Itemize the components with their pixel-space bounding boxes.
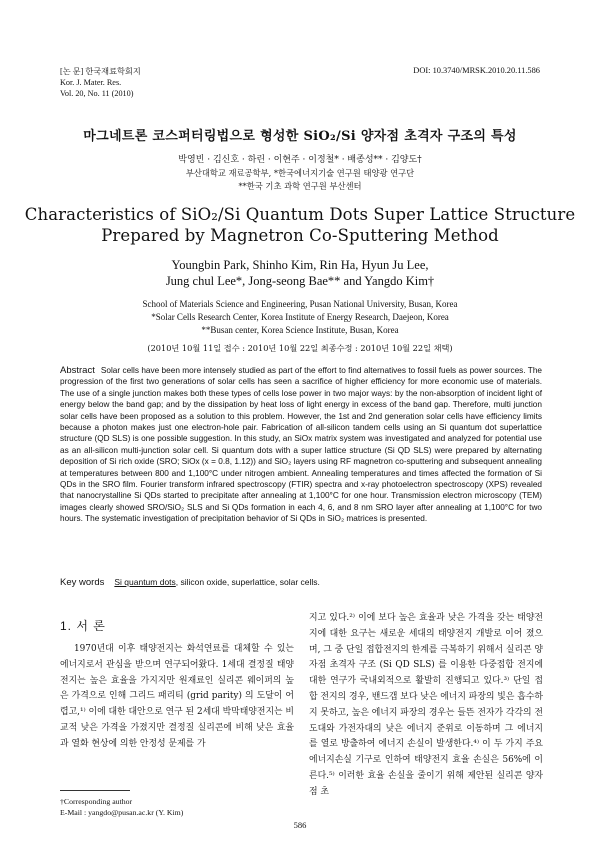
journal-header	[60, 66, 141, 99]
footnote-divider	[60, 790, 130, 791]
english-affiliations	[0, 298, 600, 337]
abstract-text: Solar cells have been more intensely studied as part of the effort to find alternatives to fossil fuels as power sources. The progression of the first two generations of solar cells has seen a sacrifice of higher efficiency for more economic use of materials. The use of a single junction makes both these types of cells lose power in two major ways: by the non-absorption of incident light of energy below the band gap; and by the dissipation by heat loss of light energy in excess of the band gap. Therefore, multi junction solar cells have been proposed as a solution to this problem. However, the 1st and 2nd generation solar cells have efficiency limits because a photon makes just one electron-hole pair. Fabrication of all-silicon tandem cells using an Si quantum dot superlattice structure (QD SLS) is one possible suggestion. In this study, an SiOx matrix system was investigated and analyzed for potential use as an all-silicon multi-junction solar cell. Si quantum dots with a super lattice structure (Si QD SLS) were prepared by alternating deposition of Si rich oxide (SRO; SiOx (x = 0.8, 1.12)) and SiO₂ layers using RF magnetron co-sputtering and subsequent annealing at temperatures between 800 and 1,100°C under nitrogen ambient. Annealing temperatures and times affected the formation of Si QDs in the SRO film. Fourier transform infrared spectroscopy (FTIR) spectra and x-ray photoelectron spectroscopy (XPS) revealed that nanocrystalline Si QDs started to precipitate after annealing at 1,100°C for one hour. Transmission electron microscopy (TEM) images clearly showed SRO/SiO₂ SLS and Si QDs formation in each 4, 6, and 8 nm SRO layer after annealing at 1,100°C for two hours. The systematic investigation of precipitation behavior of Si QDs in SiO₂ matrices is presented.	[60, 366, 542, 524]
keywords	[60, 577, 542, 588]
english-title	[0, 204, 600, 246]
abstract-label: Abstract	[60, 365, 95, 376]
english-title-line: Characteristics of SiO₂/Si Quantum Dots Super Lattice Structure	[24, 205, 576, 224]
english-affiliation-line: School of Materials Science and Engineering, Pusan National University, Busan, Korea	[142, 299, 458, 309]
journal-name-en: Kor. J. Mater. Res.	[60, 78, 122, 87]
korean-affiliation-line: 부산대학교 재료공학부, *한국에너지기술 연구원 태양광 연구단	[185, 168, 415, 178]
english-authors	[0, 257, 600, 289]
korean-title: 마그네트론 코스퍼터링법으로 형성한 SiO₂/Si 양자점 초격자 구조의 특성	[83, 129, 517, 144]
page-number: 586	[293, 820, 307, 830]
body-column-left: 1970년대 이후 태양전지는 화석연료를 대체할 수 있는 에너지로서 관심을 받으며 연구되어왔다. 1세대 결정질 태양전지는 높은 효율을 가지지만 원재료인 실리콘 웨이퍼의 높은 가격으로 인해 그리드 패리티 (grid parity) 의 도달이 어렵고,¹⁾ 이에 대한 대안으로 연구 된 2세대 박막태양전지는 비교적 낮은 가격을 가졌지만 결정질 실리콘에 비해 낮은 효율과 열화 현상에 의한 안정성 문제를 가	[60, 644, 294, 749]
english-affiliation-line: *Solar Cells Research Center, Korea Institute of Energy Research, Daejeon, Korea	[151, 312, 449, 322]
journal-volume: Vol. 20, No. 11 (2010)	[60, 89, 134, 98]
abstract	[60, 365, 542, 525]
keyword-link[interactable]: Si quantum dots	[114, 577, 176, 587]
received-dates: (2010년 10월 11일 접수 : 2010년 10월 22일 최종수정 : 2010년 10월 22일 채택)	[147, 343, 453, 353]
footnote-line: †Corresponding author	[60, 797, 133, 806]
footnote-email: E-Mail : yangdo@pusan.ac.kr (Y. Kim)	[60, 808, 184, 817]
section-heading-introduction: 1. 서 론	[60, 619, 106, 633]
korean-affiliation-line: **한국 기초 과학 연구원 부산센터	[238, 180, 362, 191]
english-authors-line: Youngbin Park, Shinho Kim, Rin Ha, Hyun Ju Lee,	[171, 258, 429, 272]
korean-affiliations	[0, 167, 600, 192]
english-affiliation-line: **Busan center, Korea Science Institute, Busan, Korea	[201, 325, 399, 335]
keywords-text: , silicon oxide, superlattice, solar cells.	[175, 577, 320, 587]
doi: DOI: 10.3740/MRSK.2010.20.11.586	[413, 66, 540, 75]
keywords-label: Key words	[60, 577, 105, 588]
english-authors-line: Jung chul Lee*, Jong-seong Bae** and Yangdo Kim†	[165, 274, 435, 288]
korean-authors: 박영빈 · 김신호 · 하린 · 이현주 · 이정철* · 배종성** · 김양도†	[178, 155, 422, 165]
footnote	[60, 796, 183, 818]
english-title-line: Prepared by Magnetron Co-Sputtering Method	[101, 226, 499, 245]
body-column-right: 지고 있다.²⁾ 이에 보다 높은 효율과 낮은 가격을 갖는 태양전지에 대한 요구는 새로운 세대의 태양전지 개발로 이어 졌으며, 그 중 단일 접합전지의 한계를 극복하기 위해서 실리콘 양자점 초격자 구조 (Si QD SLS) 를 이용한 다중접합 전지에 대한 연구가 국내외적으로 활발히 진행되고 있다.³⁾ 단일 접합 전지의 경우, 밴드갭 보다 낮은 에너지 파장의 빛은 흡수하지 못하고, 높은 에너지 파장의 경우는 들뜬 전자가 각각의 전도대와 가전자대의 낮은 에너지 준위로 이동하며 그 에너지를 열로 방출하여 에너지 손실이 발생한다.⁴⁾ 이 두 가지 주요 에너지손실 기구로 인하여 태양전지 효율 손실은 56%에 이른다.⁵⁾ 이러한 효율 손실을 줄이기 위해 제안된 실리콘 양자점 초	[309, 613, 543, 797]
journal-name-ko: [논 문] 한국재료학회지	[60, 67, 141, 76]
